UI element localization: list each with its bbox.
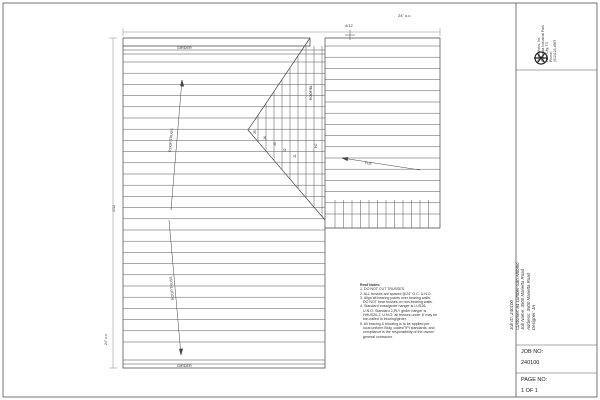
- note-1: 1. DO NOT CUT TRUSSES.: [360, 287, 406, 292]
- valley-label: HJ2: [364, 161, 372, 166]
- jack-label: J3: [273, 142, 277, 146]
- building-outline: [123, 38, 325, 368]
- note-2: 2. ALL trusses are spaced @24" O.C. U.N.O.: [360, 291, 432, 296]
- notes-title: Roof Notes:: [360, 283, 381, 287]
- hip-side-label: HJ: [314, 143, 318, 148]
- project-line: Designer: JA: [531, 304, 537, 330]
- jack-label: J2: [283, 148, 287, 152]
- roof-notes: [360, 283, 480, 339]
- common-trusses: [123, 62, 325, 342]
- jack-trusses: [258, 46, 322, 216]
- girder-bottom: [123, 360, 325, 364]
- lower-truss-label: ROOF/TRUSS: [168, 276, 175, 301]
- jack-label: J5: [253, 130, 257, 134]
- job-no-value: 240100: [521, 360, 540, 366]
- wing-trusses: [325, 46, 440, 214]
- project-info: [509, 262, 537, 330]
- company-line: Columbia Industrial Park: [541, 25, 546, 62]
- jack-label: J4: [263, 136, 267, 140]
- girder-label-top: GIRDER: [177, 46, 192, 50]
- girder-label-bottom: GIRDER: [177, 364, 192, 368]
- pitch-label-left: 4/12: [112, 205, 116, 212]
- left-dimension-line: [109, 38, 117, 368]
- company-line: Lake City, TX: [545, 41, 550, 62]
- spacing-label-top: 24" o.c.: [398, 13, 412, 18]
- company-line: TrussWorks, Inc.: [537, 36, 541, 62]
- project-line: Address: 3500 Marietta Road: [525, 272, 531, 330]
- jack-label: J1: [293, 154, 297, 158]
- upper-truss-label: ROOF/TRUSS: [168, 128, 175, 153]
- note-3: 3. Align all bearing points over bearing walls. DO NOT bear trusses on non-bearing walls.: [360, 295, 433, 305]
- pitch-symbol-top: [345, 30, 355, 40]
- project-line: Job Name: 3500 Marietta Road: [520, 268, 526, 330]
- company-line: (512)123-4567: [553, 39, 558, 62]
- girder-top: [123, 50, 325, 54]
- jack-labels: [253, 130, 297, 158]
- top-dimension-line: [123, 28, 440, 36]
- company-line: Phone:: [549, 51, 554, 62]
- page-no-label: PAGE NO:: [521, 377, 548, 383]
- note-5: 5. All bracing & blocking is to be applied per local uniform Bldg. codes/TPI standards, and compliance is the responsibility of the owner/ general contractor.: [360, 321, 435, 339]
- project-line: Job ID: 240100: [509, 300, 514, 330]
- hip-truss-label: ROOF/BL: [309, 85, 313, 100]
- spacing-label-left: 24" o.c.: [104, 332, 108, 345]
- span-arrow-upper: [171, 80, 184, 210]
- note-4: 4. Standard truss/girder hanger is LUS26, U.N.O. Standard 2-PLY girder hanger is HHUS26-2, U.N.O. all trusses under 8' may be toe-nailed to bearing/girder.: [360, 304, 438, 322]
- project-line: Customer: 84 Lumber-San Antonio: [514, 262, 520, 330]
- job-no-label: JOB NO:: [521, 349, 544, 355]
- wing-span-arrow: [342, 157, 420, 170]
- wing-outline: [248, 38, 440, 228]
- pitch-label-top: 4/12: [345, 23, 353, 28]
- company-info: [537, 25, 557, 62]
- page-no-value: 1 OF 1: [521, 388, 538, 394]
